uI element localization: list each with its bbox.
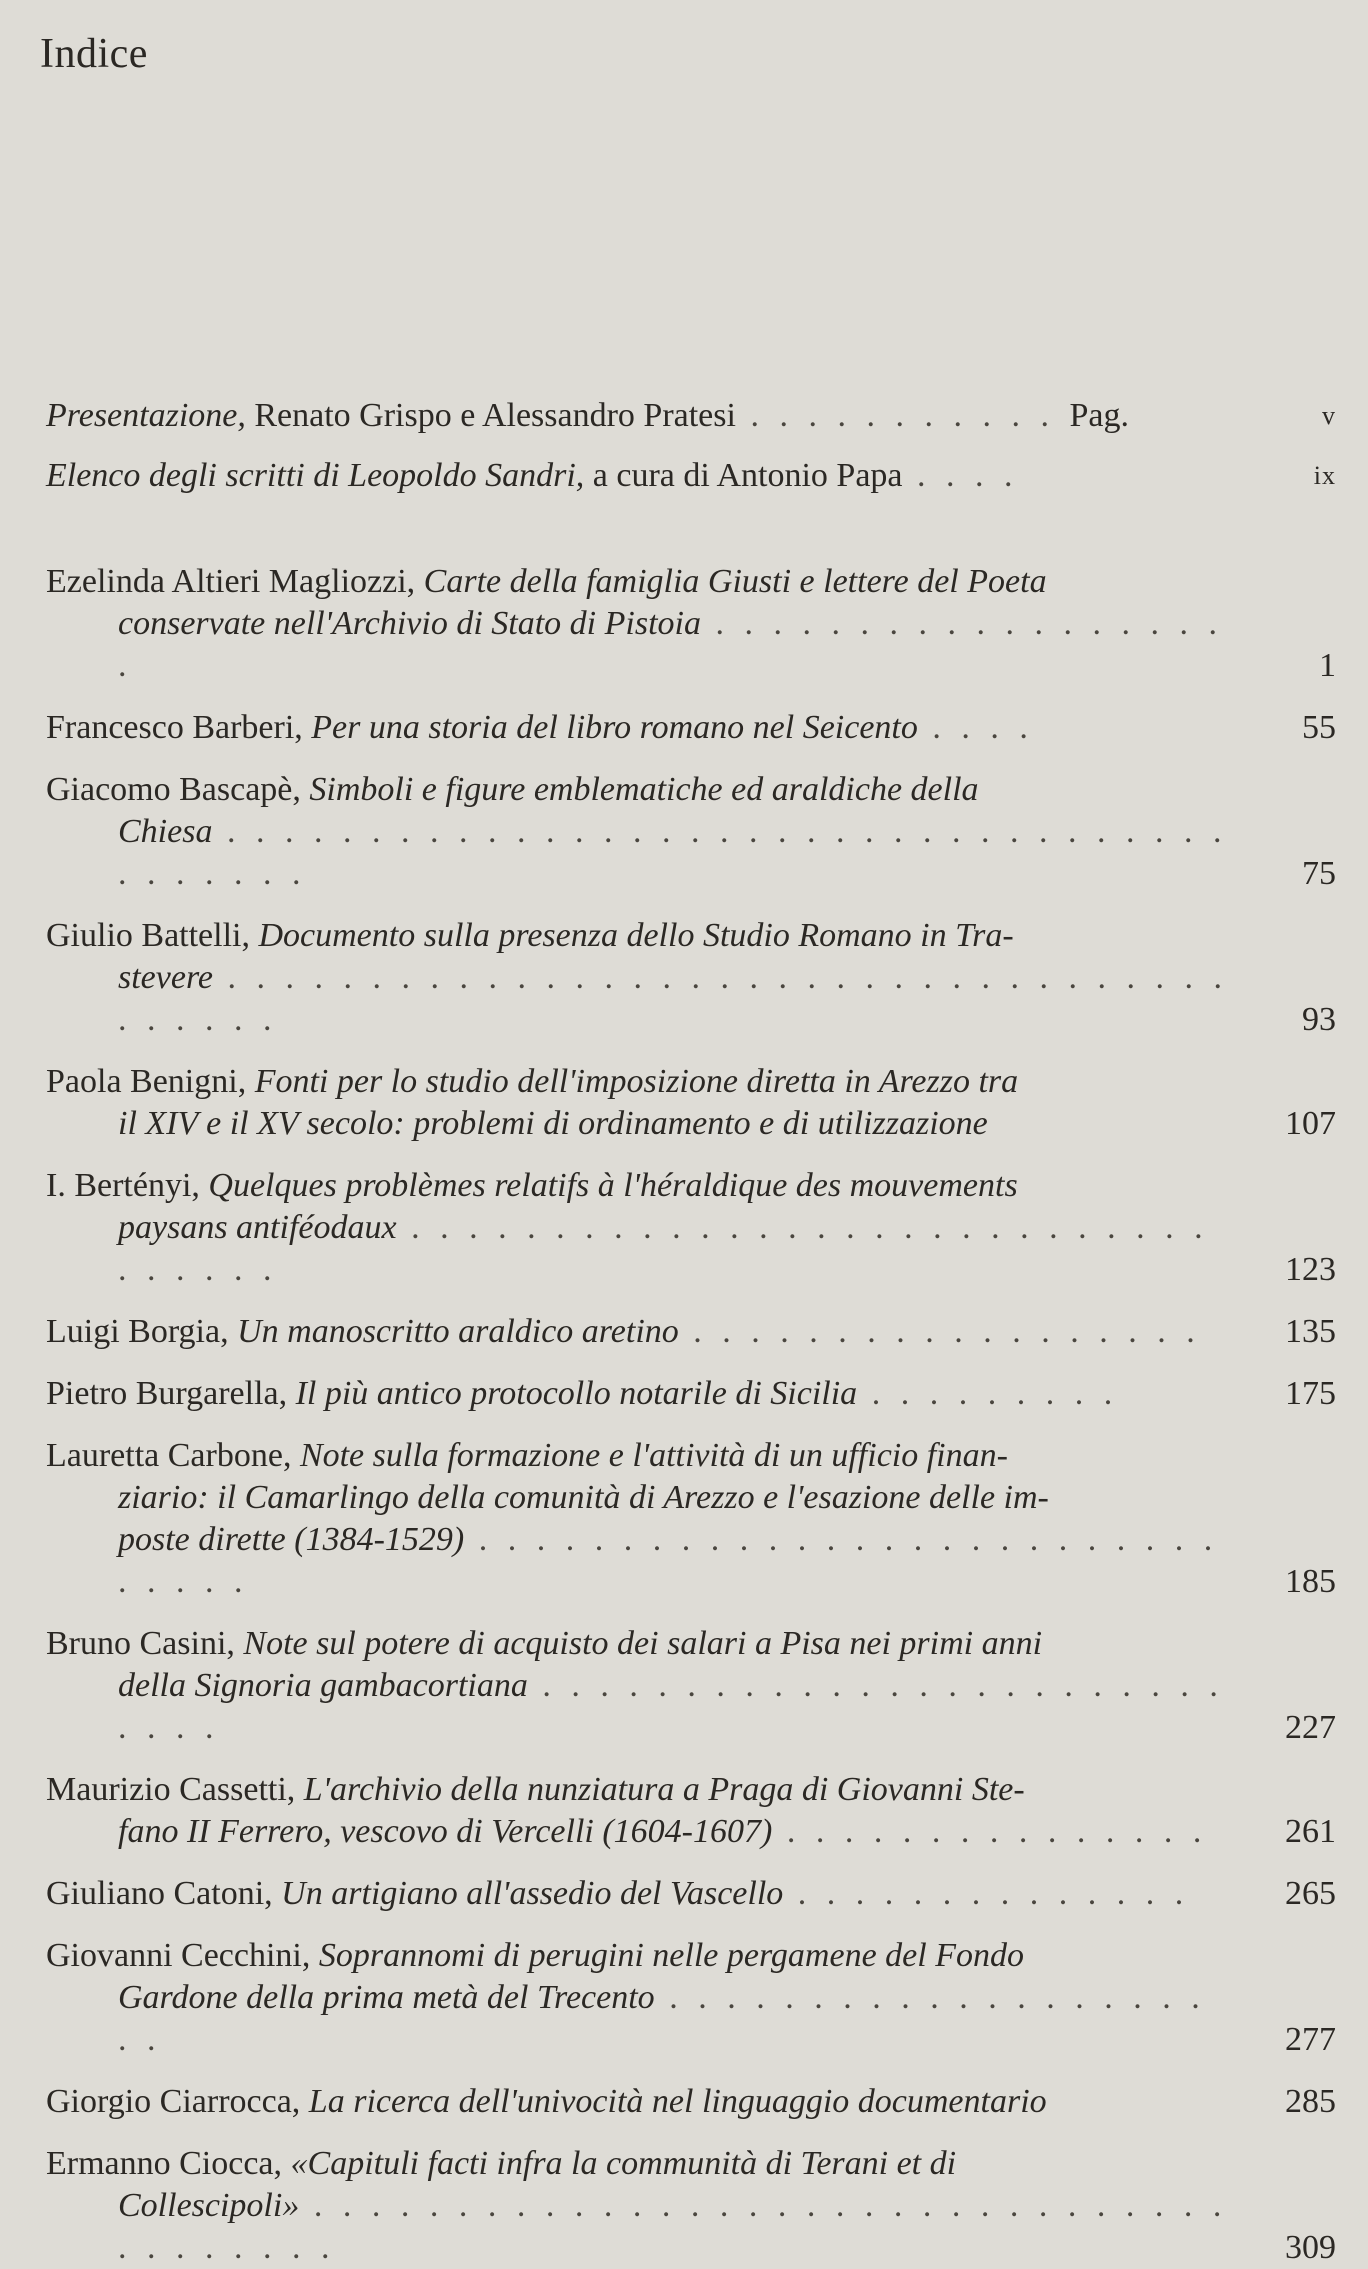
- toc-entry: [46, 1435, 1336, 1603]
- entry-title-cont: paysans antiféodaux: [118, 1209, 397, 1246]
- entry-title: Un manoscritto araldico aretino: [237, 1313, 679, 1350]
- page-number: 185: [1285, 1563, 1336, 1600]
- entry-author: Giulio Battelli,: [46, 917, 250, 954]
- entry-author: Pietro Burgarella,: [46, 1375, 288, 1412]
- entry-author: Giacomo Bascapè,: [46, 771, 301, 808]
- entry-title-cont: stevere: [118, 959, 214, 996]
- entry-title-cont: Chiesa: [118, 813, 213, 850]
- leader-dots: . . . .: [917, 709, 1034, 746]
- entry-author: Giuliano Catoni,: [46, 1875, 273, 1912]
- page-number: 285: [1285, 2083, 1336, 2120]
- page-number: 75: [1302, 855, 1336, 892]
- entry-title: Fonti per lo studio dell'imposizione diretta in Arezzo tra: [254, 1063, 1019, 1100]
- leader-dots: . . . . . . . . . . . . . . . . . . . . . . . . . . . . . . . . . . . . . . . . . .: [118, 813, 1228, 892]
- table-of-contents: [46, 395, 1336, 2269]
- page-number: 55: [1302, 709, 1336, 746]
- toc-entry-elenco: [46, 455, 1336, 497]
- entry-title-cont: ziario: il Camarlingo della comunità di Arezzo e l'esazione delle im-: [118, 1479, 1049, 1516]
- leader-dots: . . . . . . . . . . . . . . . . . . .: [118, 605, 1223, 684]
- entry-author: I. Bertényi,: [46, 1167, 200, 1204]
- entry-title: Note sul potere di acquisto dei salari a Pisa nei primi anni: [243, 1625, 1043, 1662]
- toc-entry: [46, 707, 1336, 749]
- entry-title-cont: Collescipoli»: [118, 2187, 300, 2224]
- entry-title: La ricerca dell'univocità nel linguaggio documentario: [308, 2083, 1047, 2120]
- toc-entry: [46, 1623, 1336, 1749]
- leader-dots: . . . . . . . . . . . . . .: [783, 1875, 1190, 1912]
- entry-title: Carte della famiglia Giusti e lettere del Poeta: [423, 563, 1047, 600]
- entry-author: Maurizio Cassetti,: [46, 1771, 296, 1808]
- page-number: 277: [1285, 2021, 1336, 2058]
- entry-title-cont: Gardone della prima metà del Trecento: [118, 1979, 655, 2016]
- leader-dots: . . . . . . . . . . . . . . . . . .: [678, 1313, 1201, 1350]
- page-number: ix: [1313, 461, 1336, 490]
- leader-dots: . . . . . . . . . . . . . . . . . . . . . . . . . . . . . . . . . .: [118, 1209, 1209, 1288]
- page-number: 1: [1319, 647, 1336, 684]
- toc-entry: [46, 1061, 1336, 1145]
- entry-title: Per una storia del libro romano nel Seicento: [311, 709, 918, 746]
- page-number: v: [1322, 401, 1336, 430]
- page-number: 93: [1302, 1001, 1336, 1038]
- page-number: 123: [1285, 1251, 1336, 1288]
- toc-entry: [46, 915, 1336, 1041]
- entry-author: Ezelinda Altieri Magliozzi,: [46, 563, 416, 600]
- leader-dots: . . . . . . . . . . . . . . . . . . . . . . . . . . . . . . .: [118, 1521, 1219, 1600]
- entry-title-cont: della Signoria gambacortiana: [118, 1667, 528, 1704]
- leader-dots: . . . .: [902, 457, 1019, 494]
- entry-title: Documento sulla presenza dello Studio Romano in Tra-: [258, 917, 1014, 954]
- entry-author: Luigi Borgia,: [46, 1313, 229, 1350]
- toc-entry: [46, 1769, 1336, 1853]
- leader-dots: . . . . . . . . . . . . . . .: [772, 1813, 1208, 1850]
- page-title: Indice: [40, 31, 148, 77]
- toc-entry: [46, 561, 1336, 687]
- entry-title: «Capituli facti infra la communità di Terani et di: [290, 2145, 957, 2182]
- page-number: 227: [1285, 1709, 1336, 1746]
- page-number: 309: [1285, 2229, 1336, 2266]
- toc-entry: [46, 1311, 1336, 1353]
- leader-dots: . . . . . . . . . . . . . . . . . . . . .: [118, 1979, 1206, 2058]
- pag-label: Pag.: [1069, 397, 1129, 434]
- entry-title: L'archivio della nunziatura a Praga di Giovanni Ste-: [303, 1771, 1025, 1808]
- entry-author: Giovanni Cecchini,: [46, 1937, 311, 1974]
- entry-author: Lauretta Carbone,: [46, 1437, 292, 1474]
- entry-author: Ermanno Ciocca,: [46, 2145, 283, 2182]
- entry-title: Il più antico protocollo notarile di Sicilia: [295, 1375, 858, 1412]
- entry-title-cont: il XIV e il XV secolo: problemi di ordinamento e di utilizzazione: [118, 1105, 988, 1142]
- page-number: 265: [1285, 1875, 1336, 1912]
- entry-author: Giorgio Ciarrocca,: [46, 2083, 301, 2120]
- toc-entry: [46, 1873, 1336, 1915]
- entry-title-cont: poste dirette (1384-1529): [118, 1521, 465, 1558]
- toc-entry: [46, 1373, 1336, 1415]
- entry-title: Un artigiano all'assedio del Vascello: [281, 1875, 784, 1912]
- leader-dots: . . . . . . . . . . . . . . . . . . . . . . . . . . . . . . . . . . . . . . . . .: [118, 959, 1229, 1038]
- toc-entry: [46, 2081, 1336, 2123]
- page-number: 135: [1285, 1313, 1336, 1350]
- leader-dots: . . . . . . . . .: [857, 1375, 1119, 1412]
- entry-title: Simboli e figure emblematiche ed araldiche della: [309, 771, 979, 808]
- entry-author: Francesco Barberi,: [46, 709, 303, 746]
- entry-author: Bruno Casini,: [46, 1625, 235, 1662]
- page-number: 175: [1285, 1375, 1336, 1412]
- toc-entry-presentazione: [46, 395, 1336, 437]
- leader-dots: . . . . . . . . . . . . . . . . . . . . . . . . . . . . . . . . . . . . . . . .: [118, 2187, 1228, 2266]
- page-number: 261: [1285, 1813, 1336, 1850]
- entry-title: Note sulla formazione e l'attività di un ufficio finan-: [299, 1437, 1008, 1474]
- entry-authors: Renato Grispo e Alessandro Pratesi: [245, 397, 736, 434]
- entry-editor: a cura di Antonio Papa: [584, 457, 903, 494]
- leader-dots: . . . . . . . . . . . . . . . . . . . . . . . . . . . .: [118, 1667, 1224, 1746]
- entry-title-cont: conservate nell'Archivio di Stato di Pistoia: [118, 605, 701, 642]
- entry-title: Elenco degli scritti di Leopoldo Sandri,: [46, 457, 585, 494]
- toc-entry: [46, 1935, 1336, 2061]
- entry-title: Soprannomi di perugini nelle pergamene del Fondo: [318, 1937, 1024, 1974]
- toc-entry: [46, 2143, 1336, 2269]
- page-number: 107: [1285, 1105, 1336, 1142]
- entry-title-cont: fano II Ferrero, vescovo di Vercelli (1604-1607): [118, 1813, 773, 1850]
- entry-author: Paola Benigni,: [46, 1063, 247, 1100]
- entry-title: Quelques problèmes relatifs à l'héraldique des mouvements: [208, 1167, 1018, 1204]
- toc-entry: [46, 1165, 1336, 1291]
- leader-dots: . . . . . . . . . . .: [735, 397, 1070, 434]
- toc-entry: [46, 769, 1336, 895]
- entry-title: Presentazione,: [46, 397, 246, 434]
